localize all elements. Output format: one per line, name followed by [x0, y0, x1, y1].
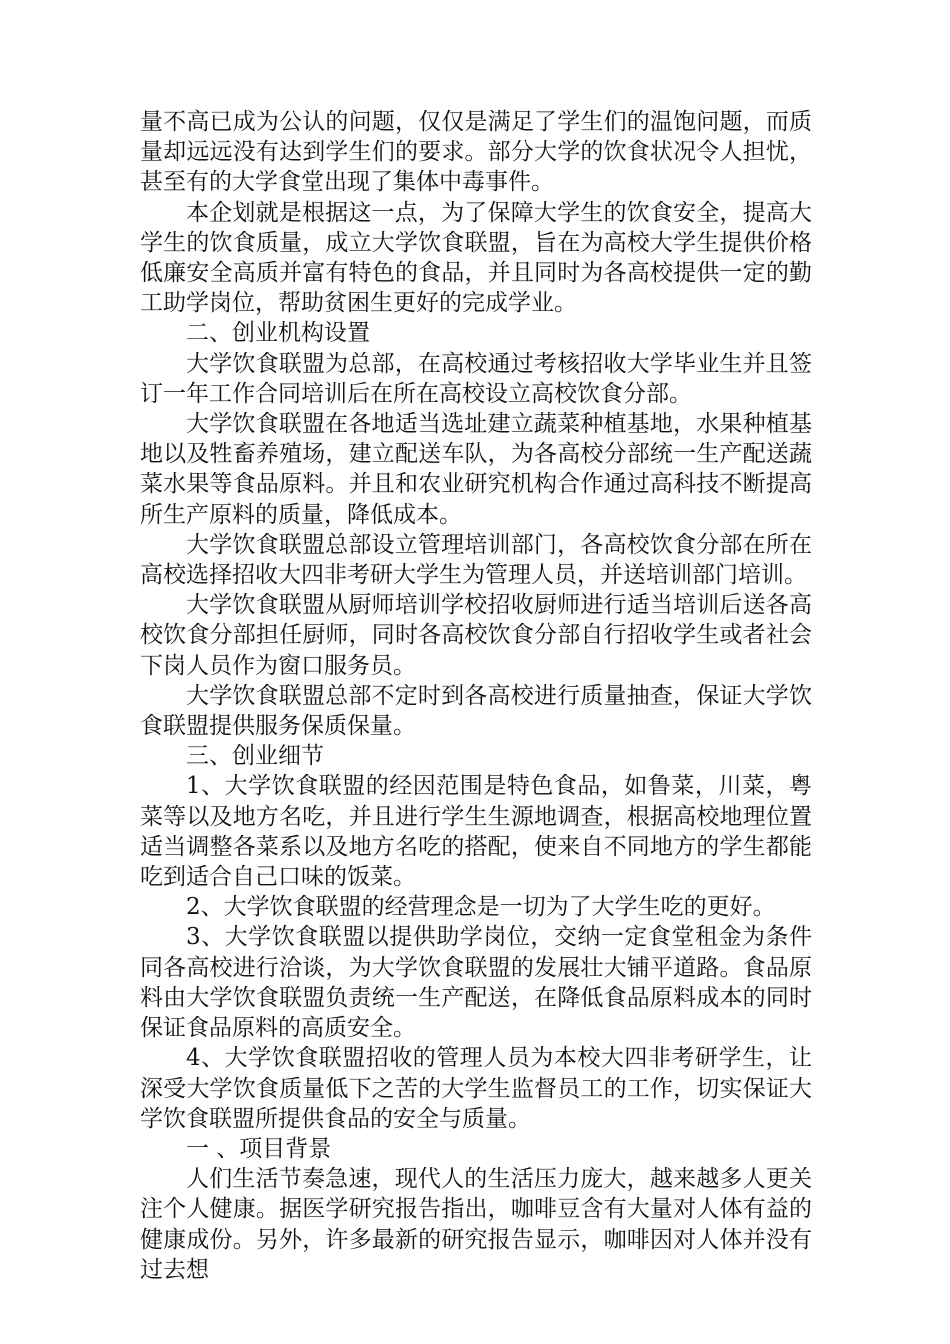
paragraph-chef-recruitment: 大学饮食联盟从厨师培训学校招收厨师进行适当培训后送各高校饮食分部担任厨师，同时各高校饮食分部自行招收学生或者社会下岗人员作为窗口服务员。: [140, 592, 812, 679]
paragraph-quality-inspection: 大学饮食联盟总部不定时到各高校进行质量抽查，保证大学饮食联盟提供服务保质保量。: [140, 682, 812, 740]
paragraph-headquarters: 大学饮食联盟为总部，在高校通过考核招收大学毕业生并且签订一年工作合同培训后在所在高校设立高校饮食分部。: [140, 350, 812, 407]
paragraph-continued: 量不高已成为公认的问题，仅仅是满足了学生们的温饱问题，而质量却远远没有达到学生们的要求。部分大学的饮食状况令人担忧，甚至有的大学食堂出现了集体中毒事件。: [140, 109, 812, 196]
paragraph-background: 人们生活节奏急速，现代人的生活压力庞大，越来越多人更关注个人健康。据医学研究报告指出，咖啡豆含有大量对人体有益的健康成份。另外，许多最新的研究报告显示，咖啡因对人体并没有过去想: [140, 1166, 812, 1283]
paragraph-plan-purpose: 本企划就是根据这一点，为了保障大学生的饮食安全，提高大学生的饮食质量，成立大学饮食联盟，旨在为高校大学生提供价格低廉安全高质并富有特色的食品，并且同时为各高校提供一定的勤工助学岗位，帮助贫困生更好的完成学业。: [140, 199, 812, 317]
section-heading-organization: 二、创业机构设置: [186, 320, 370, 347]
paragraph-detail-1: 1、大学饮食联盟的经因范围是特色食品，如鲁菜，川菜，粤菜等以及地方名吃，并且进行学生生源地调查，根据高校地理位置适当调整各菜系以及地方名吃的搭配，使来自不同地方的学生都能吃到适合自己口味的饭菜。: [140, 773, 812, 891]
paragraph-detail-2: 2、大学饮食联盟的经营理念是一切为了大学生吃的更好。: [186, 894, 776, 921]
paragraph-supply-bases: 大学饮食联盟在各地适当选址建立蔬菜种植基地，水果种植基地以及牲畜养殖场，建立配送车队，为各高校分部统一生产配送蔬菜水果等食品原料。并且和农业研究机构合作通过高科技不断提高所生产原料的质量，降低成本。: [140, 411, 812, 528]
document-body: [140, 107, 812, 1285]
section-heading-background: 一 、项目背景: [186, 1135, 332, 1162]
paragraph-detail-4: 4、大学饮食联盟招收的管理人员为本校大四非考研学生，让深受大学饮食质量低下之苦的大学生监督员工的工作，切实保证大学饮食联盟所提供食品的安全与质量。: [140, 1045, 812, 1132]
section-heading-details: 三、创业细节: [186, 743, 324, 770]
paragraph-management-training: 大学饮食联盟总部设立管理培训部门，各高校饮食分部在所在高校选择招收大四非考研大学生为管理人员，并送培训部门培训。: [140, 531, 812, 589]
paragraph-detail-3: 3、大学饮食联盟以提供助学岗位，交纳一定食堂租金为条件同各高校进行洽谈，为大学饮食联盟的发展壮大铺平道路。食品原料由大学饮食联盟负责统一生产配送，在降低食品原料成本的同时保证食品原料的高质安全。: [140, 924, 812, 1042]
